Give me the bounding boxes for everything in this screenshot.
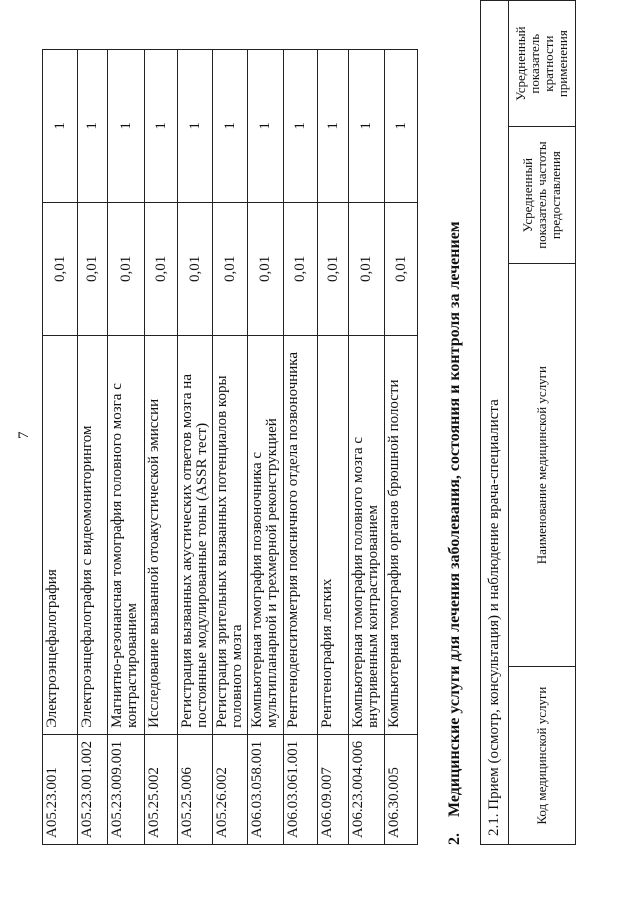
service-code: A05.23.009.001: [108, 734, 145, 844]
table-row: [349, 49, 385, 844]
table-row: [284, 49, 318, 844]
frequency-value: 0,01: [178, 202, 213, 335]
multiplicity-value: 1: [213, 49, 248, 202]
service-name: Исследование вызванной отоакустической эмиссии: [145, 335, 178, 734]
service-code: A06.03.061.001: [284, 734, 318, 844]
service-code: A05.25.002: [145, 734, 178, 844]
header-name: Наименование медицинской услуги: [509, 263, 576, 667]
frequency-value: 0,01: [108, 202, 145, 335]
frequency-value: 0,01: [213, 202, 248, 335]
service-name: Рентгенография легких: [318, 335, 349, 734]
service-code: A05.23.001.002: [78, 734, 108, 844]
table-row: [385, 49, 418, 844]
service-code: A06.09.007: [318, 734, 349, 844]
table-row: [43, 49, 78, 844]
multiplicity-value: 1: [108, 49, 145, 202]
service-name: Регистрация вызванных акустических ответов мозга на постоянные модулированные тоны (ASSR тест): [178, 335, 213, 734]
service-name: Электроэнцефалография: [43, 335, 78, 734]
table-header-row: [509, 1, 576, 845]
header-frequency: Усредненный показатель частоты предоставления: [509, 127, 576, 264]
service-name: Компьютерная томография позвоночника с мультипланарной и трехмерной реконструкцией: [248, 335, 284, 734]
frequency-value: 0,01: [145, 202, 178, 335]
service-name: Компьютерная томография головного мозга с внутривенным контрастированием: [349, 335, 385, 734]
multiplicity-value: 1: [178, 49, 213, 202]
table-row: [108, 49, 145, 844]
multiplicity-value: 1: [145, 49, 178, 202]
frequency-value: 0,01: [284, 202, 318, 335]
table-row: [145, 49, 178, 844]
frequency-value: 0,01: [248, 202, 284, 335]
table-row: [248, 49, 284, 844]
multiplicity-value: 1: [43, 49, 78, 202]
service-code: A05.26.002: [213, 734, 248, 844]
section-title-text: Медицинские услуги для лечения заболевания, состояния и контроля за лечением: [446, 221, 463, 817]
consultation-table: [480, 0, 576, 845]
service-code: A05.23.001: [43, 734, 78, 844]
frequency-value: 0,01: [43, 202, 78, 335]
frequency-value: 0,01: [349, 202, 385, 335]
section-title: [446, 221, 464, 845]
services-table: [42, 49, 418, 845]
service-code: A06.23.004.006: [349, 734, 385, 844]
section-number: 2.: [446, 833, 463, 845]
frequency-value: 0,01: [78, 202, 108, 335]
service-code: A06.03.058.001: [248, 734, 284, 844]
frequency-value: 0,01: [318, 202, 349, 335]
table-row: [318, 49, 349, 844]
table-row: [78, 49, 108, 844]
multiplicity-value: 1: [349, 49, 385, 202]
service-code: A05.25.006: [178, 734, 213, 844]
table-row: [213, 49, 248, 844]
service-name: Электроэнцефалография с видеомониторингом: [78, 335, 108, 734]
multiplicity-value: 1: [284, 49, 318, 202]
service-code: A06.30.005: [385, 734, 418, 844]
service-name: Компьютерная томография органов брюшной полости: [385, 335, 418, 734]
header-multiplicity: Усредненный показатель кратности применения: [509, 1, 576, 127]
table-subtitle-row: [481, 1, 509, 845]
multiplicity-value: 1: [78, 49, 108, 202]
page-number: 7: [16, 431, 32, 439]
multiplicity-value: 1: [248, 49, 284, 202]
multiplicity-value: 1: [318, 49, 349, 202]
service-name: Рентгеноденситометрия поясничного отдела позвоночника: [284, 335, 318, 734]
header-code: Код медицинской услуги: [509, 667, 576, 845]
service-name: Регистрация зрительных вызванных потенциалов коры головного мозга: [213, 335, 248, 734]
table-subtitle: 2.1. Прием (осмотр, консультация) и наблюдение врача-специалиста: [481, 1, 509, 845]
services-table-body: [43, 49, 418, 844]
multiplicity-value: 1: [385, 49, 418, 202]
table-row: [178, 49, 213, 844]
frequency-value: 0,01: [385, 202, 418, 335]
service-name: Магнитно-резонансная томография головного мозга с контрастированием: [108, 335, 145, 734]
